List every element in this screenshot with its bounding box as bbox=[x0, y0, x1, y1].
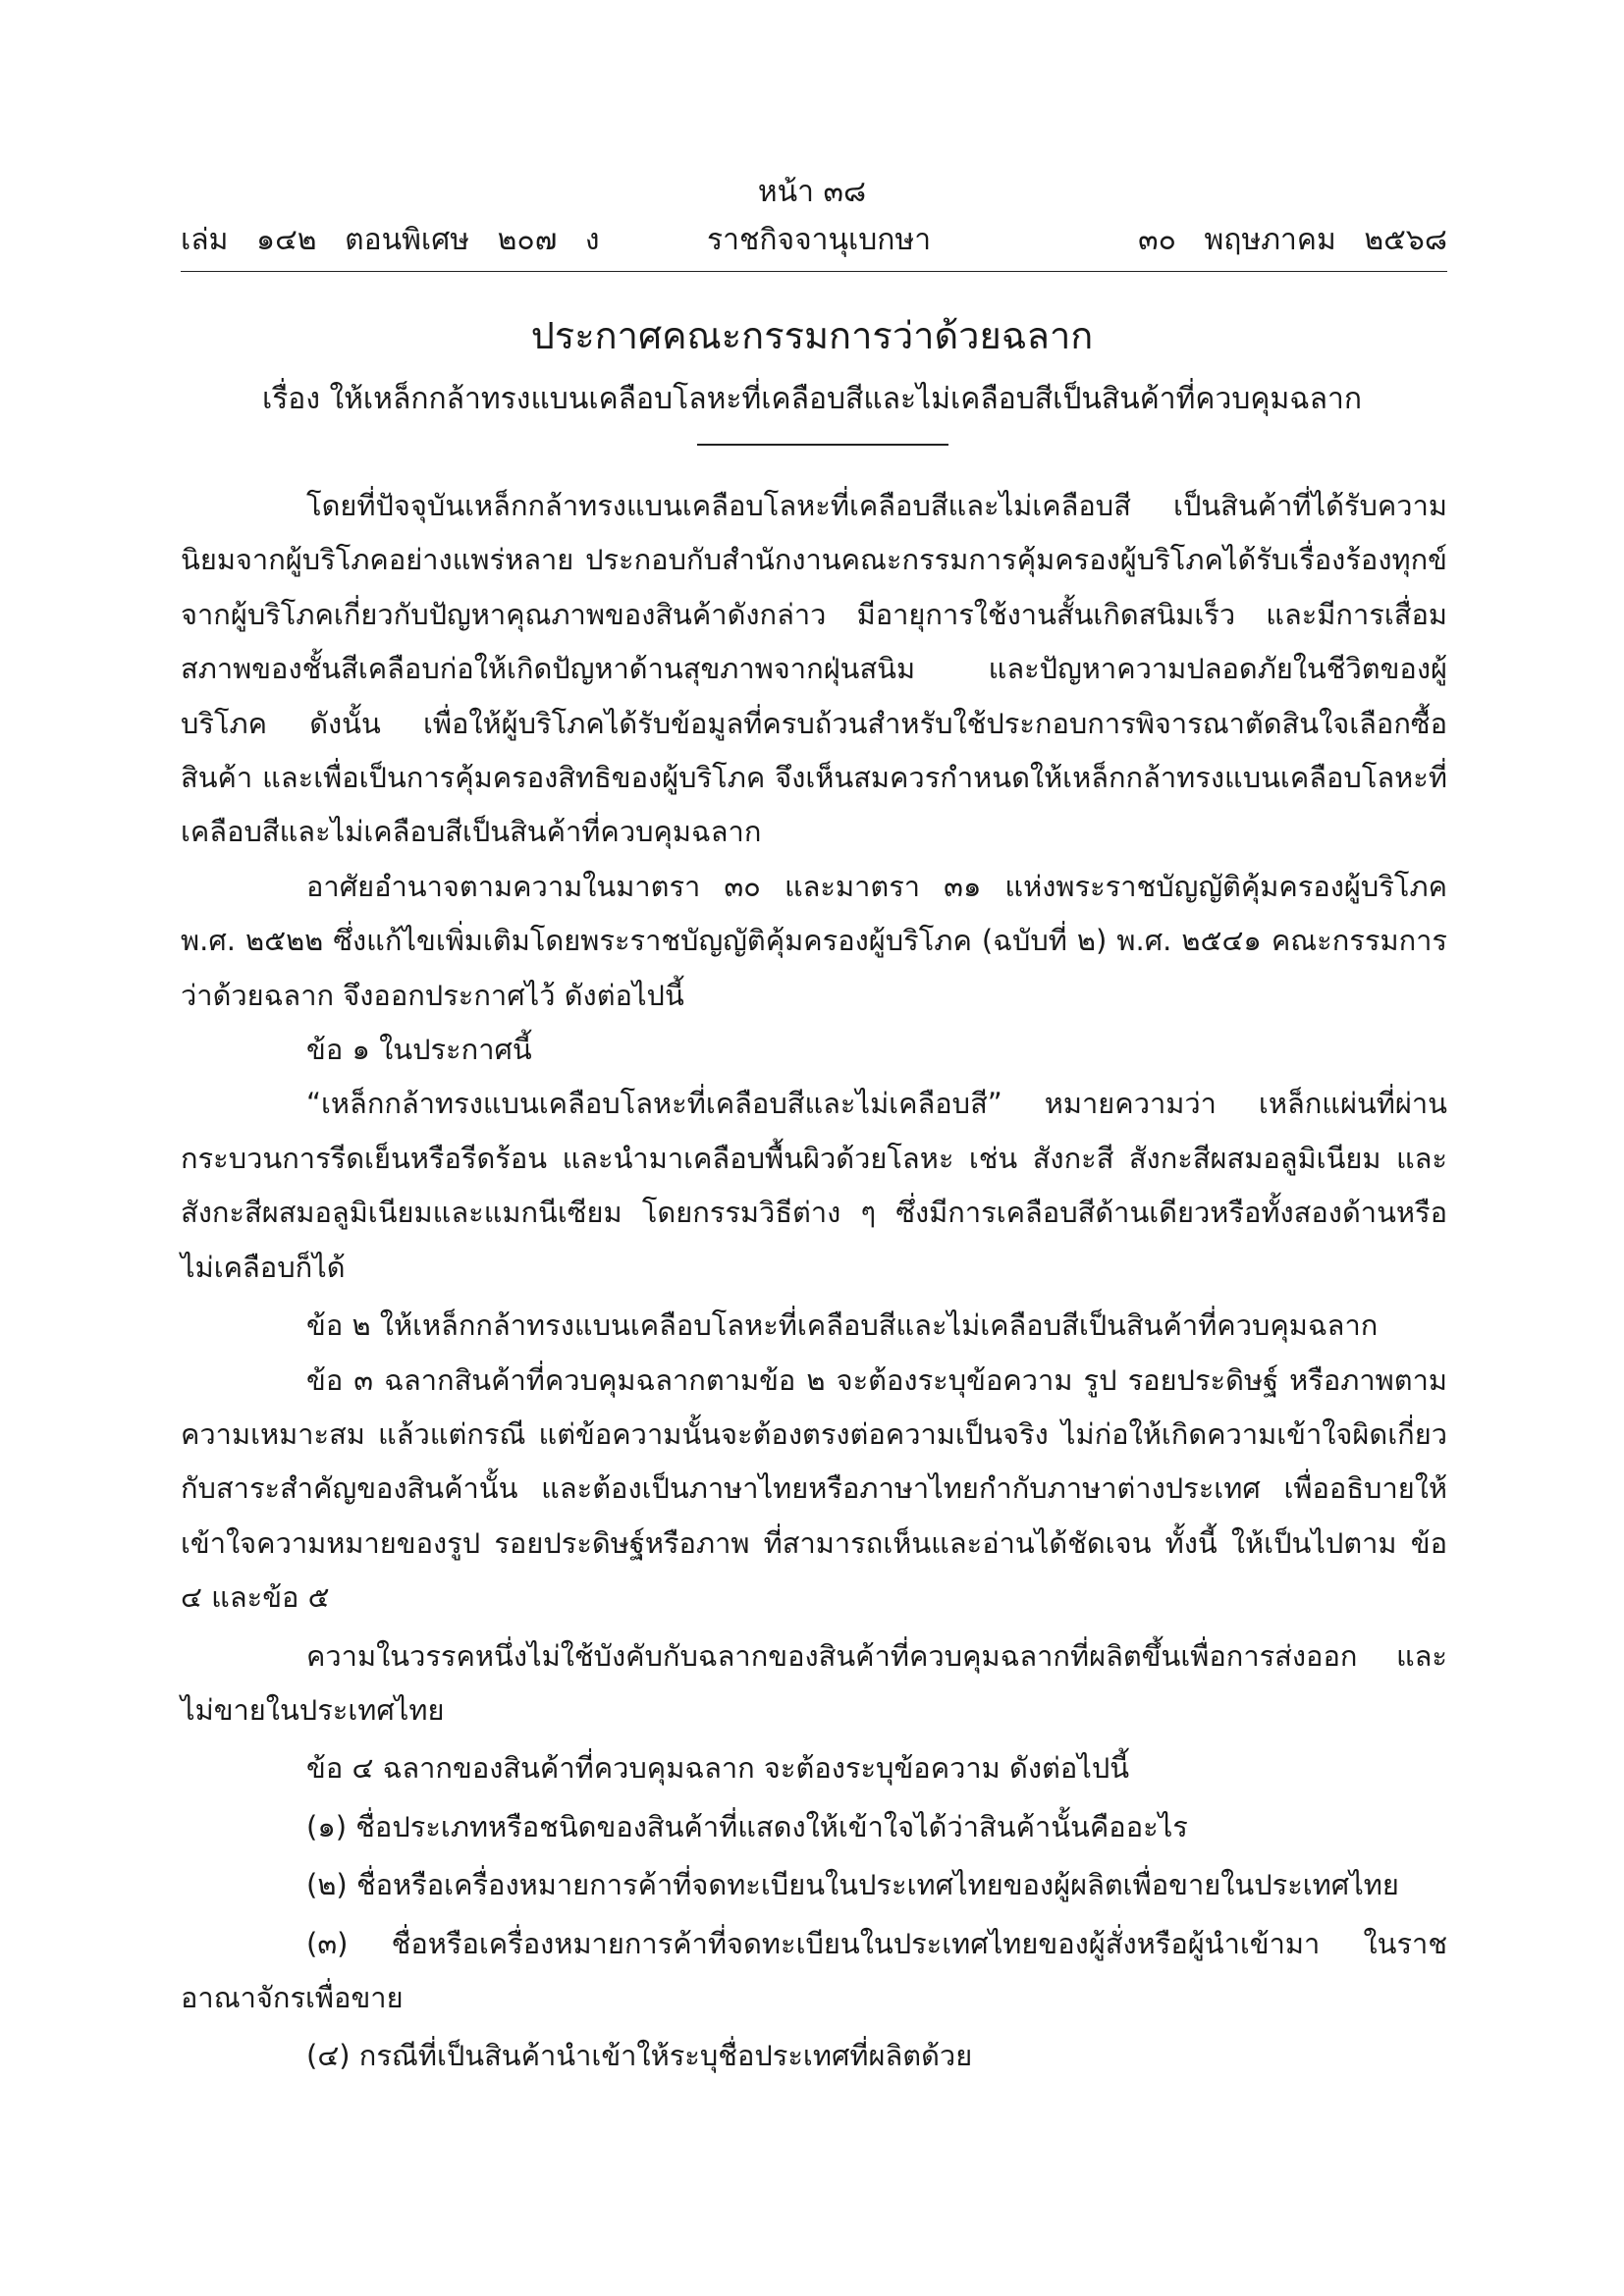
announcement-subject: เรื่อง ให้เหล็กกล้าทรงแบนเคลือบโลหะที่เคลือบสีและไม่เคลือบสีเป็นสินค้าที่ควบคุมฉลาก bbox=[261, 382, 1363, 416]
announcement-body bbox=[181, 479, 1447, 2084]
header-divider bbox=[181, 271, 1447, 272]
clause-4-item-3: (๓) ชื่อหรือเครื่องหมายการค้าที่จดทะเบียนในประเทศไทยของผู้สั่งหรือผู้นำเข้ามา ในราชอาณาจักรเพื่อขาย bbox=[181, 1926, 1447, 2014]
gazette-name: ราชกิจจานุเบกษา bbox=[707, 223, 932, 257]
clause-1-definition: “เหล็กกล้าทรงแบนเคลือบโลหะที่เคลือบสีและไม่เคลือบสี” หมายความว่า เหล็กแผ่นที่ผ่านกระบวนการรีดเย็นหรือรีดร้อน และนำมาเคลือบพื้นผิวด้วยโลหะ เช่น สังกะสี สังกะสีผสมอลูมิเนียม และสังกะสีผสมอลูมิเนียมและแมกนีเซียม โดยกรรมวิธีต่าง ๆ ซึ่งมีการเคลือบสีด้านเดียวหรือทั้งสองด้านหรือไม่เคลือบก็ได้ bbox=[181, 1087, 1447, 1284]
clause-4-item-4: (๔) กรณีที่เป็นสินค้านำเข้าให้ระบุชื่อประเทศที่ผลิตด้วย bbox=[306, 2039, 973, 2073]
clause-2: ข้อ ๒ ให้เหล็กกล้าทรงแบนเคลือบโลหะที่เคลือบสีและไม่เคลือบสีเป็นสินค้าที่ควบคุมฉลาก bbox=[306, 1308, 1379, 1343]
title-underline bbox=[697, 444, 948, 446]
publication-date: ๓๐ พฤษภาคม ๒๕๖๘ bbox=[1138, 223, 1447, 257]
announcement-title: ประกาศคณะกรรมการว่าด้วยฉลาก bbox=[530, 314, 1094, 357]
gazette-header bbox=[181, 220, 1447, 261]
clause-3: ข้อ ๓ ฉลากสินค้าที่ควบคุมฉลากตามข้อ ๒ จะต้องระบุข้อความ รูป รอยประดิษฐ์ หรือภาพตามความเหมาะสม แล้วแต่กรณี แต่ข้อความนั้นจะต้องตรงต่อความเป็นจริง ไม่ก่อให้เกิดความเข้าใจผิดเกี่ยวกับสาระสำคัญของสินค้านั้น และต้องเป็นภาษาไทยหรือภาษาไทยกำกับภาษาต่างประเทศ เพื่ออธิบายให้เข้าใจความหมายของรูป รอยประดิษฐ์หรือภาพ ที่สามารถเห็นและอ่านได้ชัดเจน ทั้งนี้ ให้เป็นไปตาม ข้อ ๔ และข้อ ๕ bbox=[181, 1362, 1447, 1615]
clause-4-item-1: (๑) ชื่อประเภทหรือชนิดของสินค้าที่แสดงให้เข้าใจได้ว่าสินค้านั้นคืออะไร bbox=[306, 1809, 1188, 1843]
page-number: หน้า ๓๘ bbox=[757, 175, 867, 209]
paragraph-authority: อาศัยอำนาจตามความในมาตรา ๓๐ และมาตรา ๓๑ แห่งพระราชบัญญัติคุ้มครองผู้บริโภค พ.ศ. ๒๕๒๒ ซึ่งแก้ไขเพิ่มเติมโดยพระราชบัญญัติคุ้มครองผู้บริโภค (ฉบับที่ ๒) พ.ศ. ๒๕๔๑ คณะกรรมการว่าด้วยฉลาก จึงออกประกาศไว้ ดังต่อไปนี้ bbox=[181, 869, 1447, 1012]
clause-1: ข้อ ๑ ในประกาศนี้ bbox=[306, 1033, 532, 1067]
clause-4: ข้อ ๔ ฉลากของสินค้าที่ควบคุมฉลาก จะต้องระบุข้อความ ดังต่อไปนี้ bbox=[306, 1751, 1130, 1786]
clause-3-exemption: ความในวรรคหนึ่งไม่ใช้บังคับกับฉลากของสินค้าที่ควบคุมฉลากที่ผลิตขึ้นเพื่อการส่งออก และไม่ขายในประเทศไทย bbox=[181, 1638, 1447, 1727]
volume-issue: เล่ม ๑๔๒ ตอนพิเศษ ๒๐๗ ง bbox=[181, 223, 600, 257]
paragraph-preamble: โดยที่ปัจจุบันเหล็กกล้าทรงแบนเคลือบโลหะที่เคลือบสีและไม่เคลือบสี เป็นสินค้าที่ได้รับความนิยมจากผู้บริโภคอย่างแพร่หลาย ประกอบกับสำนักงานคณะกรรมการคุ้มครองผู้บริโภคได้รับเรื่องร้องทุกข์จากผู้บริโภคเกี่ยวกับปัญหาคุณภาพของสินค้าดังกล่าว มีอายุการใช้งานสั้นเกิดสนิมเร็ว และมีการเสื่อมสภาพของชั้นสีเคลือบก่อให้เกิดปัญหาด้านสุขภาพจากฝุ่นสนิม และปัญหาความปลอดภัยในชีวิตของผู้บริโภค ดังนั้น เพื่อให้ผู้บริโภคได้รับข้อมูลที่ครบถ้วนสำหรับใช้ประกอบการพิจารณาตัดสินใจเลือกซื้อสินค้า และเพื่อเป็นการคุ้มครองสิทธิของผู้บริโภค จึงเห็นสมควรกำหนดให้เหล็กกล้าทรงแบนเคลือบโลหะที่เคลือบสีและไม่เคลือบสีเป็นสินค้าที่ควบคุมฉลาก bbox=[181, 489, 1447, 849]
clause-4-item-2: (๒) ชื่อหรือเครื่องหมายการค้าที่จดทะเบียนในประเทศไทยของผู้ผลิตเพื่อขายในประเทศไทย bbox=[306, 1868, 1399, 1902]
